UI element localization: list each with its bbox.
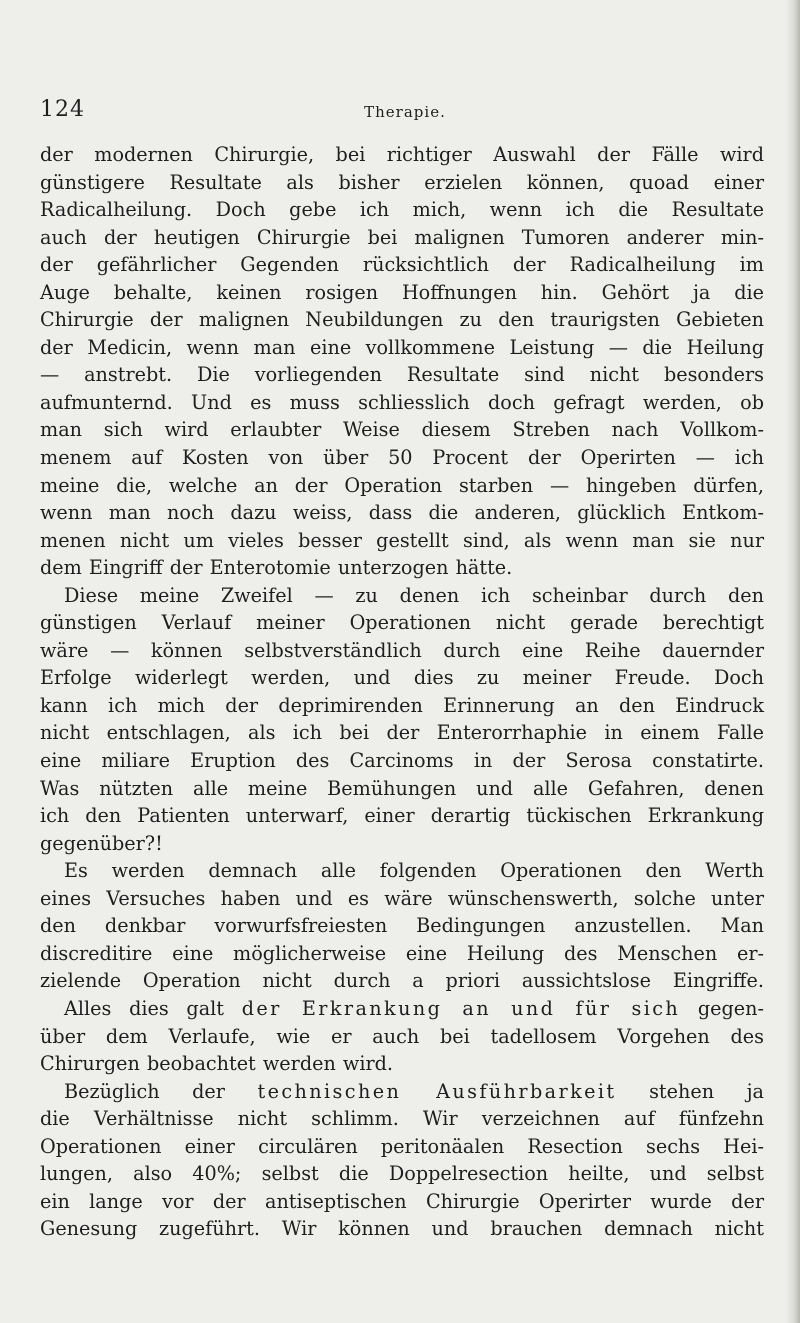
text-line: die Verhältnisse nicht schlimm. Wir verzeichnen auf fünfzehn: [40, 1107, 764, 1131]
text-line: günstigere Resultate als bisher erzielen können, quoad einer: [40, 170, 764, 194]
text-line: Chirurgie der malignen Neubildungen zu den traurigsten Gebieten: [40, 308, 764, 332]
text-line: ich den Patienten unterwarf, einer derartig tückischen Erkrankung: [40, 804, 764, 828]
text-line: wäre — können selbstverständlich durch eine Reihe dauernder: [40, 638, 764, 662]
text-line: Genesung zugeführt. Wir können und brauchen demnach nicht: [40, 1217, 764, 1241]
text-line: der modernen Chirurgie, bei richtiger Auswahl der Fälle wird: [40, 143, 764, 166]
emphasized-text: technischen Ausführbarkeit: [257, 1079, 617, 1103]
text-line: aufmunternd. Und es muss schliesslich doch gefragt werden, ob: [40, 390, 764, 414]
text-line: Auge behalte, keinen rosigen Hoffnungen hin. Gehört ja die: [40, 280, 764, 304]
text-line: den denkbar vorwurfsfreiesten Bedingungen anzustellen. Man: [40, 914, 764, 938]
text-segment: Alles dies galt: [64, 996, 242, 1020]
text-segment: stehen ja: [616, 1079, 764, 1103]
text-segment: gegen-: [680, 996, 764, 1020]
text-line: gegenüber?!: [40, 831, 163, 855]
text-line: Chirurgen beobachtet werden wird.: [40, 1052, 394, 1076]
text-line: discreditire eine möglicherweise eine Heilung des Menschen er-: [40, 941, 764, 965]
paragraph-start-line: Diese meine Zweifel — zu denen ich scheinbar durch den: [64, 583, 764, 607]
text-line: zielende Operation nicht durch a priori aussichtslose Eingriffe.: [40, 969, 764, 993]
text-line: nicht entschlagen, als ich bei der Enterorrhaphie in einem Falle: [40, 721, 764, 745]
page-number: 124: [40, 97, 85, 122]
text-line: dem Eingriff der Enterotomie unterzogen hätte.: [40, 556, 513, 580]
text-line: menem auf Kosten von über 50 Procent der Operirten — ich: [40, 446, 764, 470]
text-line: kann ich mich der deprimirenden Erinnerung an den Eindruck: [40, 693, 764, 717]
text-line: wenn man noch dazu weiss, dass die anderen, glücklich Entkom-: [40, 501, 764, 525]
text-line: der gefährlicher Gegenden rücksichtlich der Radicalheilung im: [40, 253, 764, 277]
text-line: auch der heutigen Chirurgie bei malignen Tumoren anderer min-: [40, 225, 764, 249]
text-line: über dem Verlaufe, wie er auch bei tadellosem Vorgehen des: [40, 1024, 764, 1048]
running-head: Therapie.: [364, 103, 446, 121]
text-line: meine die, welche an der Operation starben — hingeben dürfen,: [40, 473, 764, 497]
paragraph-start-line: [40, 1078, 764, 1106]
text-line: Erfolge widerlegt werden, und dies zu meiner Freude. Doch: [40, 666, 764, 690]
book-page: [40, 0, 770, 1323]
emphasized-text: der Erkrankung an und für sich: [241, 996, 681, 1020]
text-line: günstigen Verlauf meiner Operationen nicht gerade berechtigt: [40, 611, 764, 635]
page-header: [40, 97, 770, 127]
text-line: ein lange vor der antiseptischen Chirurgie Operirter wurde der: [40, 1189, 764, 1213]
body-text: [40, 141, 764, 1243]
text-line: der Medicin, wenn man eine vollkommene Leistung — die Heilung: [40, 335, 764, 359]
text-line: eines Versuches haben und es wäre wünschenswerth, solche unter: [40, 886, 764, 910]
text-line: lungen, also 40%; selbst die Doppelresection heilte, und selbst: [40, 1162, 764, 1186]
text-line: Operationen einer circulären peritonäalen Resection sechs Hei-: [40, 1134, 764, 1158]
page-edge-shadow: [786, 0, 800, 1323]
text-line: Radicalheilung. Doch gebe ich mich, wenn ich die Resultate: [40, 198, 764, 222]
text-segment: Bezüglich der: [64, 1079, 258, 1103]
text-line: eine miliare Eruption des Carcinoms in der Serosa constatirte.: [40, 749, 764, 773]
text-line: Was nützten alle meine Bemühungen und alle Gefahren, denen: [40, 776, 764, 800]
paragraph-start-line: [40, 995, 764, 1023]
text-line: menen nicht um vieles besser gestellt sind, als wenn man sie nur: [40, 528, 764, 552]
text-line: man sich wird erlaubter Weise diesem Streben nach Vollkom-: [40, 418, 764, 442]
text-line: — anstrebt. Die vorliegenden Resultate sind nicht besonders: [40, 363, 764, 387]
paragraph-start-line: Es werden demnach alle folgenden Operationen den Werth: [64, 859, 764, 883]
